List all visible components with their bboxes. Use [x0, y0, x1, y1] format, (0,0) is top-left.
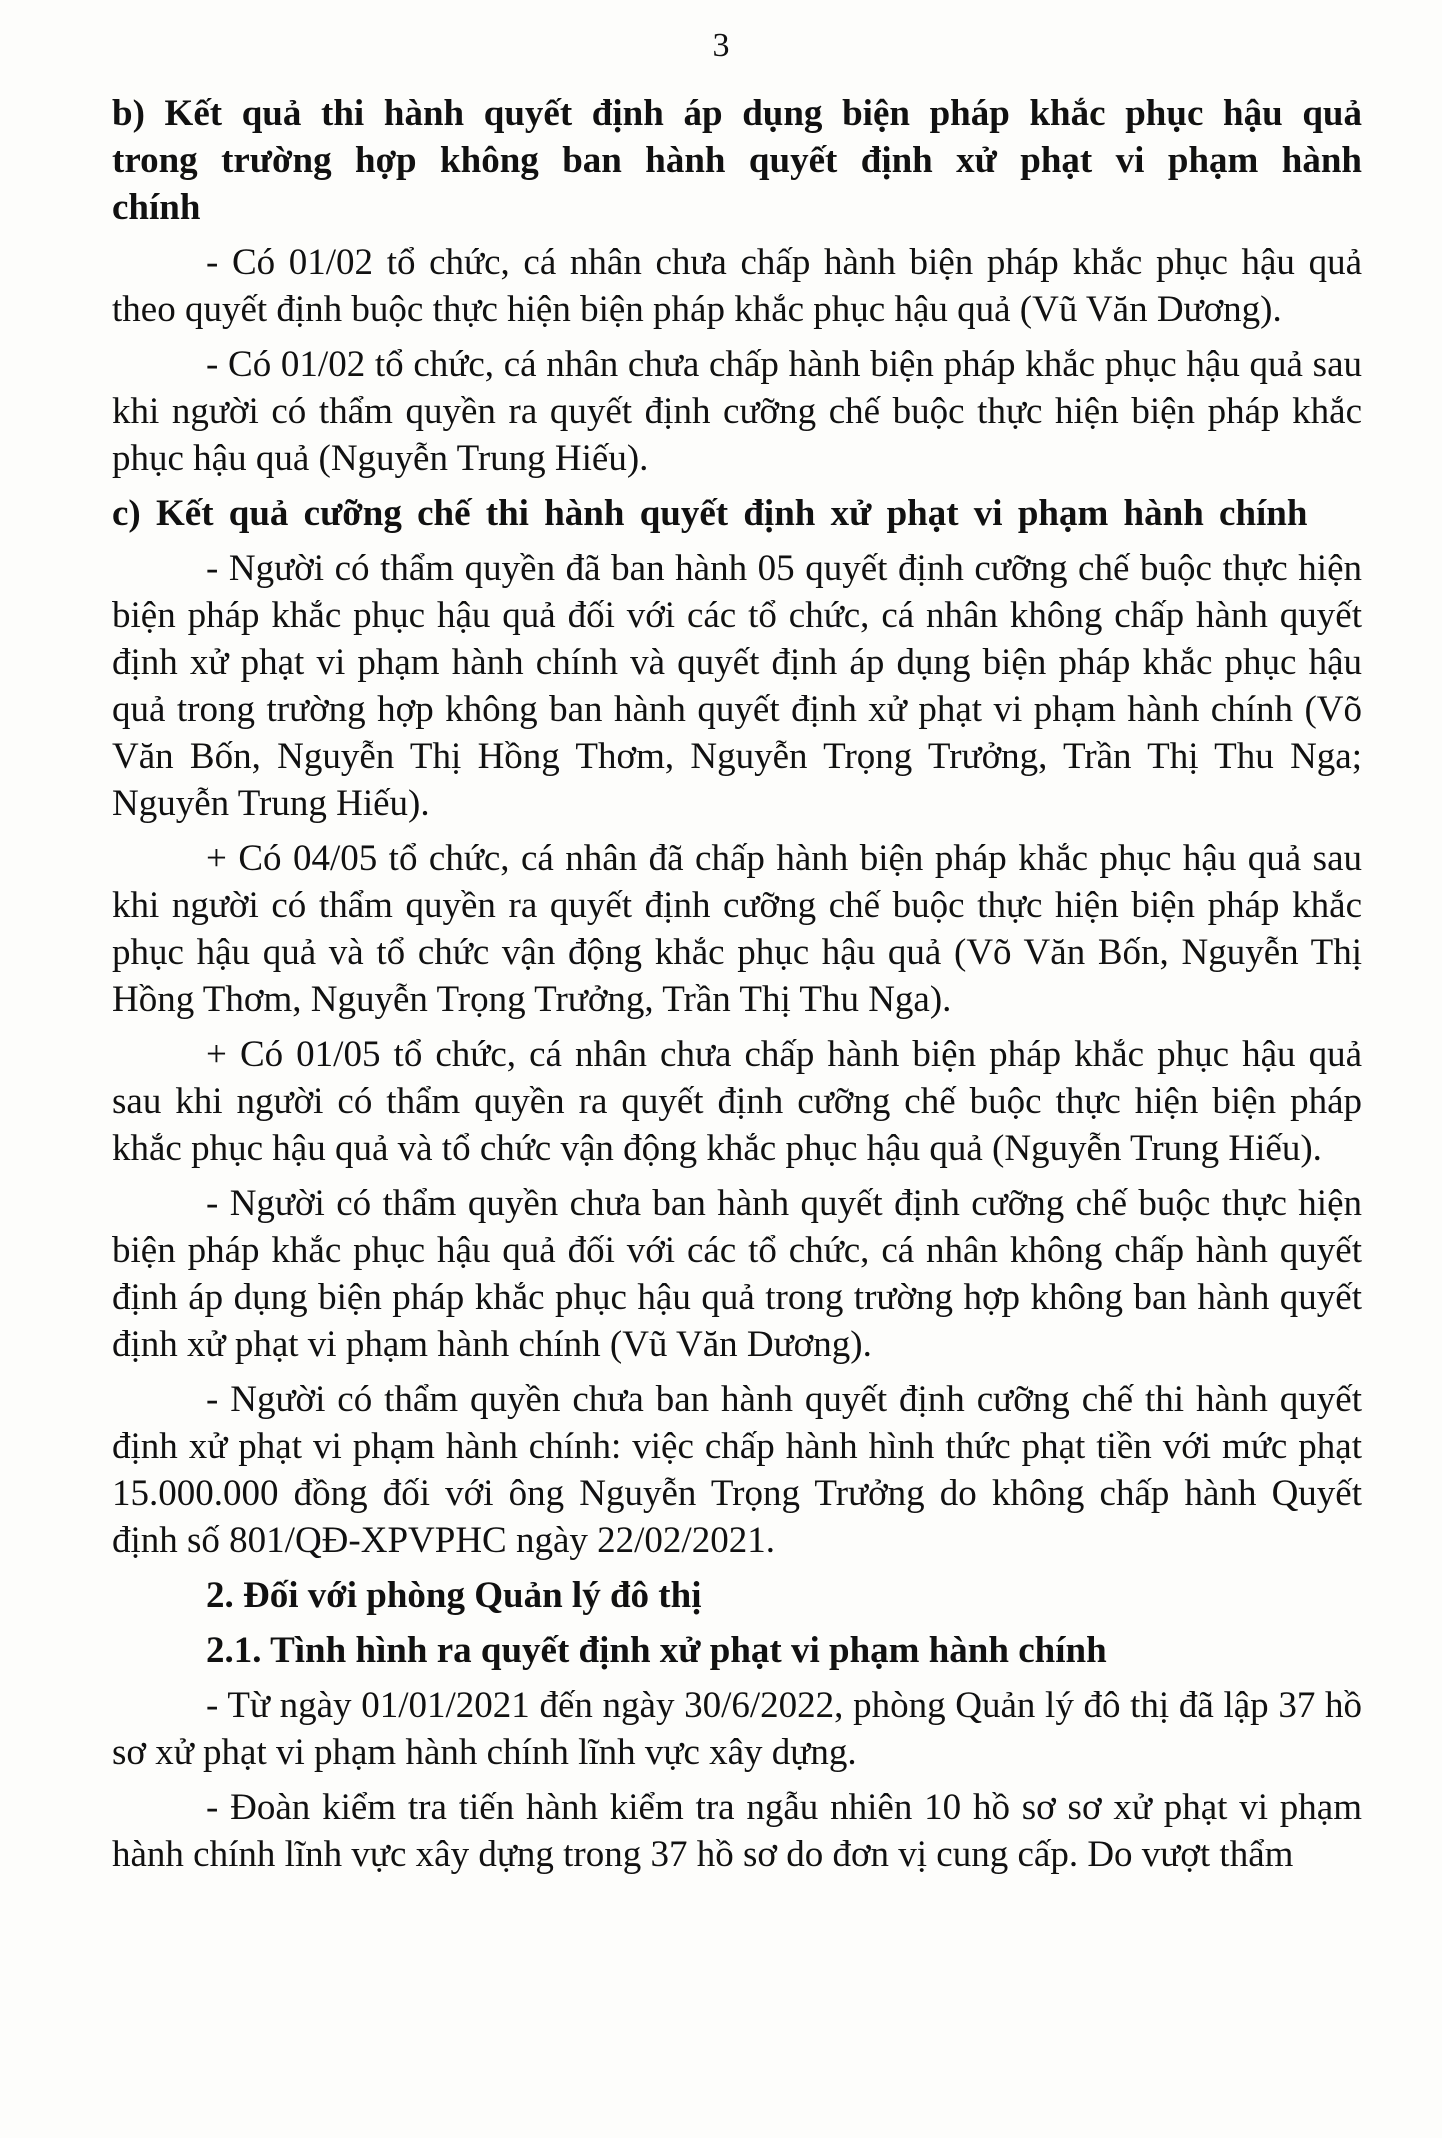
section-heading-2-1: 2.1. Tình hình ra quyết định xử phạt vi phạm hành chính [206, 1630, 1107, 1671]
paragraph: - Có 01/02 tổ chức, cá nhân chưa chấp hành biện pháp khắc phục hậu quả theo quyết định buộc thực hiện biện pháp khắc phục hậu quả (Vũ Văn Dương). [112, 242, 1362, 330]
section-heading-2: 2. Đối với phòng Quản lý đô thị [206, 1575, 702, 1616]
paragraph: + Có 04/05 tổ chức, cá nhân đã chấp hành biện pháp khắc phục hậu quả sau khi người có thẩm quyền ra quyết định cưỡng chế buộc thực hiện biện pháp khắc phục hậu quả và tổ chức vận động khắc phục hậu quả (Võ Văn Bốn, Nguyễn Thị Hồng Thơm, Nguyễn Trọng Trưởng, Trần Thị Thu Nga). [112, 838, 1362, 1020]
paragraph: - Người có thẩm quyền đã ban hành 05 quyết định cưỡng chế buộc thực hiện biện pháp khắc phục hậu quả đối với các tổ chức, cá nhân không chấp hành quyết định xử phạt vi phạm hành chính và quyết định áp dụng biện pháp khắc phục hậu quả trong trường hợp không ban hành quyết định xử phạt vi phạm hành chính (Võ Văn Bốn, Nguyễn Thị Hồng Thơm, Nguyễn Trọng Trưởng, Trần Thị Thu Nga; Nguyễn Trung Hiếu). [112, 548, 1362, 824]
paragraph: - Có 01/02 tổ chức, cá nhân chưa chấp hành biện pháp khắc phục hậu quả sau khi người có thẩm quyền ra quyết định cưỡng chế buộc thực hiện biện pháp khắc phục hậu quả (Nguyễn Trung Hiếu). [112, 344, 1362, 479]
paragraph: - Người có thẩm quyền chưa ban hành quyết định cưỡng chế buộc thực hiện biện pháp khắc phục hậu quả đối với các tổ chức, cá nhân không chấp hành quyết định áp dụng biện pháp khắc phục hậu quả trong trường hợp không ban hành quyết định xử phạt vi phạm hành chính (Vũ Văn Dương). [112, 1183, 1362, 1365]
section-heading-c: c) Kết quả cưỡng chế thi hành quyết định xử phạt vi phạm hành chính [112, 493, 1308, 534]
paragraph: + Có 01/05 tổ chức, cá nhân chưa chấp hành biện pháp khắc phục hậu quả sau khi người có thẩm quyền ra quyết định cưỡng chế buộc thực hiện biện pháp khắc phục hậu quả và tổ chức vận động khắc phục hậu quả (Nguyễn Trung Hiếu). [112, 1034, 1362, 1169]
section-heading-b: b) Kết quả thi hành quyết định áp dụng biện pháp khắc phục hậu quả trong trường hợp không ban hành quyết định xử phạt vi phạm hành chính [112, 93, 1362, 228]
document-body [112, 90, 1362, 1886]
paragraph: - Đoàn kiểm tra tiến hành kiểm tra ngẫu nhiên 10 hồ sơ sơ xử phạt vi phạm hành chính lĩnh vực xây dựng trong 37 hồ sơ do đơn vị cung cấp. Do vượt thẩm [112, 1787, 1362, 1875]
page-number: 3 [712, 27, 730, 64]
paragraph: - Từ ngày 01/01/2021 đến ngày 30/6/2022, phòng Quản lý đô thị đã lập 37 hồ sơ xử phạt vi phạm hành chính lĩnh vực xây dựng. [112, 1685, 1362, 1773]
paragraph: - Người có thẩm quyền chưa ban hành quyết định cưỡng chế thi hành quyết định xử phạt vi phạm hành chính: việc chấp hành hình thức phạt tiền với mức phạt 15.000.000 đồng đối với ông Nguyễn Trọng Trưởng do không chấp hành Quyết định số 801/QĐ-XPVPHC ngày 22/02/2021. [112, 1379, 1362, 1561]
